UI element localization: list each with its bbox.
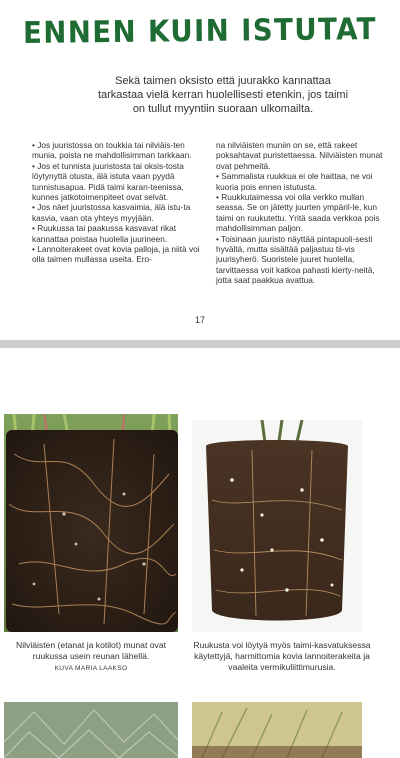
page-17 — [0, 0, 400, 340]
photo-caption-right: Ruukusta voi löytyä myös taimi-kasvatuksessa käytettyjä, harmittomia kovia lannoiterakeita ja vaaleita vermikuliittimurusia. — [193, 640, 371, 672]
page-number: 17 — [194, 315, 205, 325]
conifer-photo-right — [192, 702, 362, 758]
photo-caption-left — [4, 640, 178, 674]
bullet-paragraph: • Ruukkutaimessa voi olla verkko mullan seassa. Se on jätetty juurten ympäril-le, kun taimi on ruukutettu. Yritä saada verkkoa pois mahdollisimman paljon. — [216, 192, 380, 234]
page-18 — [0, 348, 400, 758]
caption-text: Nilviäisten (etanat ja kotilot) munat ovat ruukussa usein reunan lähellä. — [16, 640, 166, 661]
bullet-paragraph: • Lannoiterakeet ovat kovia palloja, ja niitä voi olla taimen mullassa useita. Ero- — [32, 244, 200, 265]
bullet-paragraph: • Toisinaan juuristo näyttää pintapuoli-sesti hyvältä, mutta sisältää paljastuu tii-vis juurisyherö. Suoristele juuret huolella, tarvittaessa voit katkoa pahasti kierty-neitä, jotta saat paakkua avattua. — [216, 233, 375, 286]
root-ball-illustration — [192, 420, 362, 632]
conifer-illustration — [192, 702, 362, 758]
left-column — [32, 140, 204, 265]
page-divider — [0, 340, 400, 348]
page-title: ENNEN KUIN ISTUTAT — [22, 11, 378, 52]
photo-credit: KUVA MARIA LAAKSO — [54, 665, 128, 672]
root-ball-photo-right — [192, 420, 362, 632]
bullet-paragraph: • Jos et tunnista juuristosta tai oksis-tosta löytynyttä otusta, älä istuta vaan pyydä tunnistusapua. Pidä taimi karan-teenissa, kunnes jatkotoimenpiteet ovat selvät. — [32, 160, 184, 203]
conifer-photo-left — [4, 702, 178, 758]
bullet-paragraph: • Jos näet juuristossa kasvaimia, älä istu-ta kasvia, vaan ota yhteys myyjään. — [32, 202, 191, 223]
right-column — [216, 140, 388, 286]
root-ball-photo-left — [4, 414, 178, 632]
conifer-illustration — [4, 702, 178, 758]
bullet-paragraph: • Ruukussa tai paakussa kasvavat rikat kannattaa poistaa huolella juurineen. — [32, 223, 177, 244]
bullet-paragraph: na nilviäisten muniin on se, että rakeet poksahtavat puristettaessa. Nilviäisten munat ovat pehmeitä. — [216, 140, 383, 171]
bullet-paragraph: • Jos juuristossa on toukkia tai nilviäis-ten munia, poista ne mahdollisimman tarkkaan. — [32, 140, 192, 161]
root-ball-illustration — [4, 414, 178, 632]
bullet-paragraph: • Sammalista ruukkua ei ole haittaa, ne voi kuoria pois ennen istutusta. — [216, 171, 373, 192]
lead-paragraph: Sekä taimen oksisto että juurakko kannattaa tarkastaa vielä kerran huolellisesti etenkin, jos taimi on tullut myyntiin suoraan ulkomailta. — [97, 75, 349, 115]
